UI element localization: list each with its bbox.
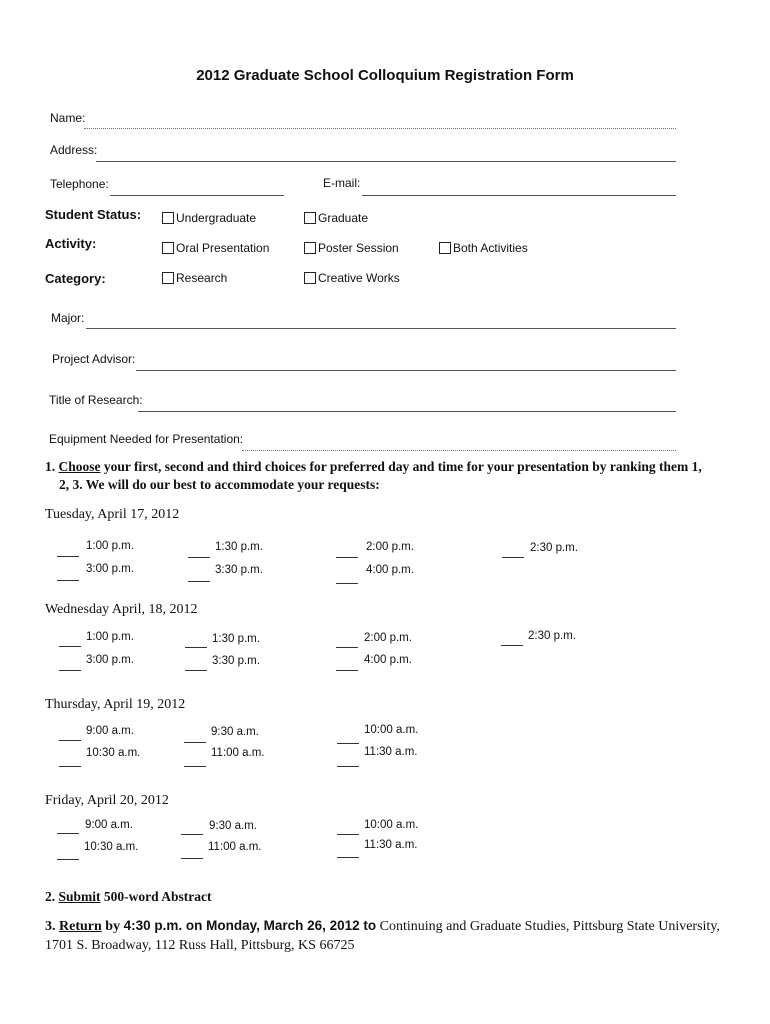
- checkbox-icon: [162, 212, 174, 224]
- thursday-rank-6[interactable]: [337, 766, 359, 767]
- step-3-number: 3.: [45, 919, 56, 934]
- step-3-by: by: [105, 919, 121, 934]
- category-label: Category:: [45, 271, 106, 286]
- thursday-rank-5[interactable]: [184, 766, 206, 767]
- step-3-verb: Return: [59, 919, 102, 934]
- instruction-1: [45, 458, 745, 475]
- thursday-rank-3[interactable]: [337, 743, 359, 744]
- tuesday-heading: Tuesday, April 17, 2012: [45, 507, 180, 522]
- tuesday-time: 3:00 p.m.: [86, 563, 134, 575]
- friday-heading: Friday, April 20, 2012: [45, 793, 169, 808]
- thursday-heading: Thursday, April 19, 2012: [45, 697, 186, 712]
- tuesday-rank-5[interactable]: [57, 580, 79, 581]
- form-title: 2012 Graduate School Colloquium Registration Form: [196, 67, 574, 84]
- friday-time: 10:00 a.m.: [364, 819, 419, 831]
- wednesday-time: 3:00 p.m.: [86, 654, 134, 666]
- friday-rank-6[interactable]: [337, 857, 359, 858]
- graduate-checkbox[interactable]: [304, 211, 368, 225]
- creative-works-label: Creative Works: [318, 271, 400, 285]
- major-field[interactable]: [86, 328, 676, 329]
- address-field[interactable]: [96, 161, 676, 162]
- instruction-1-number: 1.: [45, 459, 56, 474]
- graduate-label: Graduate: [318, 211, 369, 225]
- telephone-field[interactable]: [110, 195, 284, 196]
- wednesday-time: 1:00 p.m.: [86, 631, 134, 643]
- oral-presentation-label: Oral Presentation: [176, 241, 270, 255]
- telephone-label: Telephone:: [50, 177, 109, 191]
- wednesday-time: 3:30 p.m.: [212, 655, 260, 667]
- research-checkbox[interactable]: [162, 271, 227, 285]
- wednesday-rank-1[interactable]: [59, 646, 81, 647]
- tuesday-time: 2:30 p.m.: [530, 542, 578, 554]
- wednesday-rank-6[interactable]: [185, 670, 207, 671]
- instruction-1-verb: Choose: [58, 459, 101, 474]
- checkbox-icon: [304, 212, 316, 224]
- step-2-text: 500-word Abstract: [103, 889, 212, 904]
- research-label: Research: [176, 271, 228, 285]
- equipment-label: Equipment Needed for Presentation:: [49, 432, 244, 446]
- activity-label: Activity:: [45, 236, 97, 251]
- wednesday-time: 2:30 p.m.: [528, 630, 576, 642]
- wednesday-rank-5[interactable]: [59, 670, 81, 671]
- tuesday-rank-6[interactable]: [188, 581, 210, 582]
- both-activities-label: Both Activities: [453, 241, 528, 255]
- advisor-field[interactable]: [136, 370, 676, 371]
- friday-rank-3[interactable]: [337, 834, 359, 835]
- major-label: Major:: [51, 311, 85, 325]
- thursday-time: 11:30 a.m.: [364, 746, 418, 758]
- thursday-time: 9:30 a.m.: [211, 726, 259, 738]
- step-2: [45, 888, 212, 905]
- research-title-field[interactable]: [138, 411, 676, 412]
- wednesday-rank-4[interactable]: [501, 645, 523, 646]
- checkbox-icon: [304, 272, 316, 284]
- thursday-rank-1[interactable]: [59, 740, 81, 741]
- checkbox-icon: [439, 242, 451, 254]
- step-3: [45, 918, 755, 935]
- tuesday-rank-1[interactable]: [57, 556, 79, 557]
- advisor-label: Project Advisor:: [52, 352, 136, 366]
- poster-session-checkbox[interactable]: [304, 241, 399, 255]
- thursday-time: 10:00 a.m.: [364, 724, 419, 736]
- wednesday-time: 2:00 p.m.: [364, 632, 412, 644]
- tuesday-rank-3[interactable]: [336, 557, 358, 558]
- tuesday-rank-4[interactable]: [502, 557, 524, 558]
- tuesday-rank-2[interactable]: [188, 557, 210, 558]
- step-2-number: 2.: [45, 889, 56, 904]
- thursday-rank-4[interactable]: [59, 766, 81, 767]
- thursday-time: 11:00 a.m.: [211, 747, 265, 759]
- thursday-time: 10:30 a.m.: [86, 747, 141, 759]
- name-field[interactable]: [84, 128, 676, 129]
- step-3-destination: Continuing and Graduate Studies, Pittsburg State University,: [379, 919, 720, 934]
- friday-rank-4[interactable]: [57, 859, 79, 860]
- undergraduate-label: Undergraduate: [176, 211, 257, 225]
- wednesday-rank-2[interactable]: [185, 647, 207, 648]
- name-label: Name:: [50, 111, 86, 125]
- checkbox-icon: [162, 272, 174, 284]
- friday-rank-2[interactable]: [181, 834, 203, 835]
- tuesday-time: 1:00 p.m.: [86, 540, 134, 552]
- equipment-field[interactable]: [242, 450, 676, 451]
- step-2-verb: Submit: [58, 889, 101, 904]
- thursday-time: 9:00 a.m.: [86, 725, 134, 737]
- tuesday-time: 4:00 p.m.: [366, 564, 414, 576]
- checkbox-icon: [304, 242, 316, 254]
- friday-rank-1[interactable]: [57, 833, 79, 834]
- undergraduate-checkbox[interactable]: [162, 211, 256, 225]
- checkbox-icon: [162, 242, 174, 254]
- creative-works-checkbox[interactable]: [304, 271, 400, 285]
- wednesday-heading: Wednesday April, 18, 2012: [45, 602, 198, 617]
- instruction-1-text: your first, second and third choices for preferred day and time for your presentation by ranking them 1,: [103, 459, 702, 474]
- both-activities-checkbox[interactable]: [439, 241, 528, 255]
- step-3-address: 1701 S. Broadway, 112 Russ Hall, Pittsburg, KS 66725: [45, 938, 355, 953]
- student-status-label: Student Status:: [45, 207, 142, 222]
- step-3-deadline: 4:30 p.m. on Monday, March 26, 2012 to: [123, 918, 377, 933]
- wednesday-time: 4:00 p.m.: [364, 654, 412, 666]
- address-label: Address:: [50, 143, 98, 157]
- friday-time: 9:30 a.m.: [209, 820, 257, 832]
- email-field[interactable]: [362, 195, 676, 196]
- research-title-label: Title of Research:: [49, 393, 143, 407]
- friday-time: 11:30 a.m.: [364, 839, 418, 851]
- wednesday-rank-7[interactable]: [336, 670, 358, 671]
- wednesday-time: 1:30 p.m.: [212, 633, 260, 645]
- thursday-rank-2[interactable]: [184, 742, 206, 743]
- poster-session-label: Poster Session: [318, 241, 399, 255]
- friday-rank-5[interactable]: [181, 858, 203, 859]
- tuesday-time: 3:30 p.m.: [215, 564, 263, 576]
- email-label: E-mail:: [323, 176, 361, 190]
- wednesday-rank-3[interactable]: [336, 647, 358, 648]
- tuesday-rank-7[interactable]: [336, 583, 358, 584]
- friday-time: 10:30 a.m.: [84, 841, 139, 853]
- friday-time: 11:00 a.m.: [208, 841, 262, 853]
- friday-time: 9:00 a.m.: [85, 819, 133, 831]
- tuesday-time: 1:30 p.m.: [215, 541, 263, 553]
- oral-presentation-checkbox[interactable]: [162, 241, 269, 255]
- instruction-1-line2: 2, 3. We will do our best to accommodate your requests:: [59, 477, 380, 492]
- tuesday-time: 2:00 p.m.: [366, 541, 414, 553]
